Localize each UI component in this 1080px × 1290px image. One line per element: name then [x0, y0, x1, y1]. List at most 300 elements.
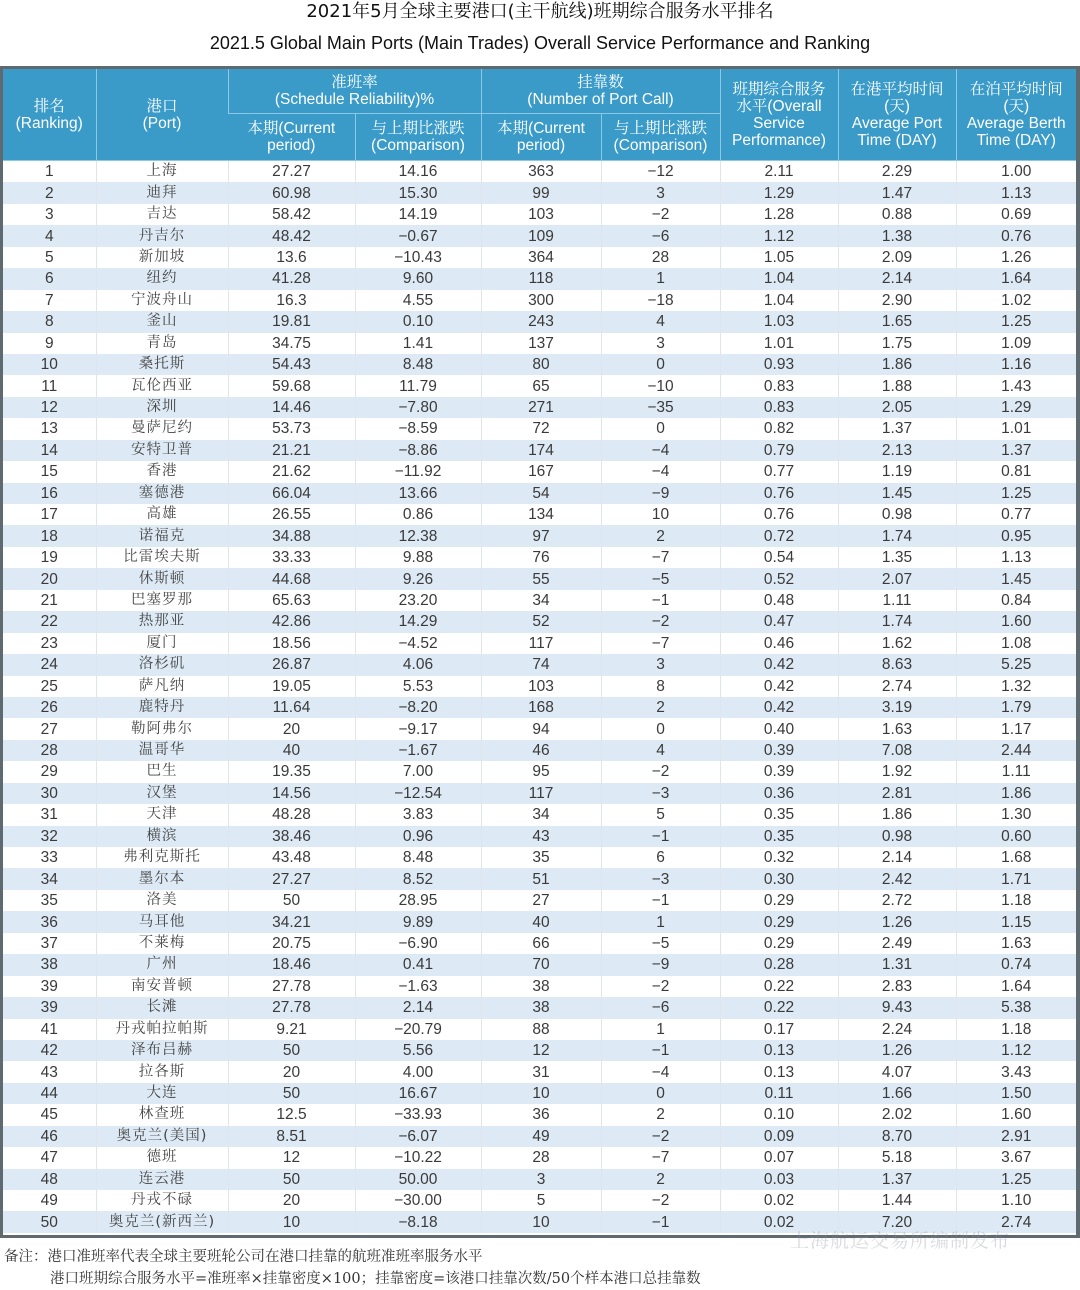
cell-port: 上海 [96, 161, 228, 183]
header-pc-comparison-en: (Comparison) [613, 137, 708, 154]
cell-schedule-reliability: 50 [228, 1169, 355, 1190]
cell-port: 南安普顿 [96, 976, 228, 997]
cell-rank: 28 [3, 740, 96, 761]
cell-avg-berth-time: 1.71 [956, 868, 1076, 889]
cell-avg-port-time: 1.31 [838, 954, 956, 975]
cell-rank: 27 [3, 718, 96, 739]
cell-sr-comparison: −8.59 [355, 418, 481, 439]
header-abt-line4: Time (DAY) [976, 131, 1056, 149]
cell-avg-berth-time: 1.32 [956, 676, 1076, 697]
cell-avg-berth-time: 1.30 [956, 804, 1076, 825]
cell-overall-service: 0.36 [720, 783, 838, 804]
cell-sr-comparison: 13.66 [355, 483, 481, 504]
cell-port-calls: 300 [481, 290, 601, 311]
cell-avg-berth-time: 1.60 [956, 611, 1076, 632]
cell-avg-port-time: 2.14 [838, 847, 956, 868]
cell-overall-service: 1.12 [720, 225, 838, 246]
header-abt-line3: Average Berth [966, 114, 1066, 132]
cell-port: 高雄 [96, 504, 228, 525]
table-row [3, 375, 1076, 396]
cell-rank: 4 [3, 225, 96, 246]
cell-schedule-reliability: 38.46 [228, 826, 355, 847]
cell-overall-service: 0.83 [720, 397, 838, 418]
cell-port-calls: 117 [481, 783, 601, 804]
cell-overall-service: 0.52 [720, 568, 838, 589]
cell-overall-service: 2.11 [720, 161, 838, 183]
cell-calls-comparison: 0 [601, 1083, 720, 1104]
cell-sr-comparison: 50.00 [355, 1169, 481, 1190]
cell-schedule-reliability: 20 [228, 1061, 355, 1082]
cell-overall-service: 0.13 [720, 1040, 838, 1061]
cell-avg-port-time: 1.37 [838, 418, 956, 439]
cell-calls-comparison: −10 [601, 375, 720, 396]
cell-rank: 46 [3, 1126, 96, 1147]
cell-avg-port-time: 2.42 [838, 868, 956, 889]
cell-avg-port-time: 0.88 [838, 204, 956, 225]
table-row [3, 1083, 1076, 1104]
cell-sr-comparison: 11.79 [355, 375, 481, 396]
cell-calls-comparison: −4 [601, 1061, 720, 1082]
cell-avg-port-time: 3.19 [838, 697, 956, 718]
table-row [3, 804, 1076, 825]
cell-sr-comparison: 8.48 [355, 354, 481, 375]
cell-port-calls: 364 [481, 247, 601, 268]
header-apt-line2: (天) [884, 97, 910, 115]
cell-schedule-reliability: 27.27 [228, 161, 355, 183]
cell-schedule-reliability: 14.46 [228, 397, 355, 418]
cell-port-calls: 54 [481, 483, 601, 504]
header-pc-current [481, 114, 601, 161]
cell-schedule-reliability: 34.21 [228, 911, 355, 932]
cell-rank: 37 [3, 933, 96, 954]
cell-calls-comparison: −3 [601, 783, 720, 804]
cell-rank: 35 [3, 890, 96, 911]
table-row [3, 418, 1076, 439]
cell-avg-port-time: 2.29 [838, 161, 956, 183]
cell-port-calls: 38 [481, 976, 601, 997]
cell-sr-comparison: 9.89 [355, 911, 481, 932]
cell-avg-port-time: 2.83 [838, 976, 956, 997]
cell-rank: 30 [3, 783, 96, 804]
table-row [3, 1061, 1076, 1082]
cell-port-calls: 97 [481, 525, 601, 546]
cell-port: 横滨 [96, 826, 228, 847]
table-row [3, 611, 1076, 632]
cell-rank: 8 [3, 311, 96, 332]
cell-schedule-reliability: 19.81 [228, 311, 355, 332]
cell-rank: 48 [3, 1169, 96, 1190]
table-row [3, 461, 1076, 482]
cell-overall-service: 1.03 [720, 311, 838, 332]
cell-overall-service: 0.47 [720, 611, 838, 632]
cell-avg-berth-time: 0.77 [956, 504, 1076, 525]
cell-schedule-reliability: 21.21 [228, 440, 355, 461]
cell-overall-service: 0.39 [720, 761, 838, 782]
cell-calls-comparison: −4 [601, 461, 720, 482]
cell-port-calls: 88 [481, 1019, 601, 1040]
cell-avg-berth-time: 3.67 [956, 1147, 1076, 1168]
cell-sr-comparison: 15.30 [355, 182, 481, 203]
table-row [3, 204, 1076, 225]
cell-calls-comparison: −3 [601, 868, 720, 889]
cell-schedule-reliability: 60.98 [228, 182, 355, 203]
cell-calls-comparison: −1 [601, 1040, 720, 1061]
cell-avg-berth-time: 1.15 [956, 911, 1076, 932]
cell-overall-service: 1.29 [720, 182, 838, 203]
cell-avg-berth-time: 1.18 [956, 890, 1076, 911]
cell-avg-port-time: 1.88 [838, 375, 956, 396]
cell-avg-port-time: 2.14 [838, 268, 956, 289]
cell-port: 釜山 [96, 311, 228, 332]
cell-calls-comparison: −1 [601, 826, 720, 847]
header-ranking-en: (Ranking) [15, 114, 83, 132]
table-row [3, 740, 1076, 761]
cell-schedule-reliability: 21.62 [228, 461, 355, 482]
cell-sr-comparison: 14.29 [355, 611, 481, 632]
table-row [3, 354, 1076, 375]
cell-avg-port-time: 1.74 [838, 525, 956, 546]
header-sr-comparison-en: (Comparison) [371, 137, 465, 154]
cell-avg-port-time: 2.74 [838, 676, 956, 697]
cell-port: 连云港 [96, 1169, 228, 1190]
cell-avg-port-time: 2.90 [838, 290, 956, 311]
cell-port: 天津 [96, 804, 228, 825]
cell-schedule-reliability: 26.87 [228, 654, 355, 675]
header-avg-port-time [838, 69, 956, 161]
cell-port: 长滩 [96, 997, 228, 1018]
header-osp-line4: Performance) [732, 131, 826, 149]
cell-overall-service: 0.13 [720, 1061, 838, 1082]
cell-sr-comparison: 4.55 [355, 290, 481, 311]
cell-schedule-reliability: 27.78 [228, 976, 355, 997]
cell-avg-port-time: 2.49 [838, 933, 956, 954]
cell-avg-port-time: 9.43 [838, 997, 956, 1018]
cell-overall-service: 0.03 [720, 1169, 838, 1190]
cell-avg-berth-time: 0.95 [956, 525, 1076, 546]
cell-port: 巴塞罗那 [96, 590, 228, 611]
cell-port: 马耳他 [96, 911, 228, 932]
cell-rank: 38 [3, 954, 96, 975]
cell-rank: 41 [3, 1019, 96, 1040]
cell-avg-port-time: 1.86 [838, 354, 956, 375]
header-apt-line1: 在港平均时间 [850, 80, 944, 98]
cell-calls-comparison: 10 [601, 504, 720, 525]
header-sr-cn: 准班率 [331, 74, 378, 91]
cell-port-calls: 243 [481, 311, 601, 332]
table-row [3, 247, 1076, 268]
cell-sr-comparison: −6.07 [355, 1126, 481, 1147]
header-port [96, 69, 228, 161]
cell-sr-comparison: 28.95 [355, 890, 481, 911]
cell-sr-comparison: −6.90 [355, 933, 481, 954]
cell-sr-comparison: −11.92 [355, 461, 481, 482]
cell-port: 诺福克 [96, 525, 228, 546]
cell-avg-berth-time: 1.09 [956, 333, 1076, 354]
cell-sr-comparison: −8.18 [355, 1211, 481, 1232]
cell-calls-comparison: 2 [601, 697, 720, 718]
cell-schedule-reliability: 8.51 [228, 1126, 355, 1147]
cell-port: 广州 [96, 954, 228, 975]
cell-rank: 20 [3, 568, 96, 589]
cell-port: 青岛 [96, 333, 228, 354]
cell-rank: 49 [3, 1190, 96, 1211]
cell-schedule-reliability: 65.63 [228, 590, 355, 611]
cell-rank: 31 [3, 804, 96, 825]
cell-port: 鹿特丹 [96, 697, 228, 718]
cell-sr-comparison: −7.80 [355, 397, 481, 418]
cell-rank: 10 [3, 354, 96, 375]
cell-rank: 32 [3, 826, 96, 847]
cell-schedule-reliability: 13.6 [228, 247, 355, 268]
cell-sr-comparison: 1.41 [355, 333, 481, 354]
cell-avg-berth-time: 1.29 [956, 397, 1076, 418]
ranking-table-container [0, 66, 1080, 1238]
note-line-2: 港口班期综合服务水平=准班率×挂靠密度×100；挂靠密度=该港口挂靠次数/50个样本港口总挂靠数 [50, 1271, 701, 1287]
cell-sr-comparison: 4.00 [355, 1061, 481, 1082]
cell-sr-comparison: −10.22 [355, 1147, 481, 1168]
cell-sr-comparison: −1.67 [355, 740, 481, 761]
cell-port-calls: 167 [481, 461, 601, 482]
cell-avg-port-time: 1.26 [838, 911, 956, 932]
cell-sr-comparison: −8.20 [355, 697, 481, 718]
cell-calls-comparison: 2 [601, 525, 720, 546]
cell-sr-comparison: 7.00 [355, 761, 481, 782]
cell-port: 厦门 [96, 633, 228, 654]
cell-port: 汉堡 [96, 783, 228, 804]
cell-port-calls: 66 [481, 933, 601, 954]
cell-schedule-reliability: 53.73 [228, 418, 355, 439]
cell-avg-berth-time: 1.10 [956, 1190, 1076, 1211]
cell-rank: 19 [3, 547, 96, 568]
cell-overall-service: 0.42 [720, 697, 838, 718]
cell-avg-berth-time: 3.43 [956, 1061, 1076, 1082]
cell-sr-comparison: 14.19 [355, 204, 481, 225]
cell-rank: 6 [3, 268, 96, 289]
header-ranking-cn: 排名 [33, 97, 65, 115]
cell-overall-service: 0.10 [720, 1104, 838, 1125]
cell-avg-port-time: 1.74 [838, 611, 956, 632]
cell-schedule-reliability: 54.43 [228, 354, 355, 375]
cell-port: 弗利克斯托 [96, 847, 228, 868]
cell-port: 安特卫普 [96, 440, 228, 461]
cell-avg-port-time: 2.05 [838, 397, 956, 418]
cell-overall-service: 0.28 [720, 954, 838, 975]
cell-overall-service: 0.09 [720, 1126, 838, 1147]
cell-sr-comparison: 8.52 [355, 868, 481, 889]
cell-port: 奥克兰(美国) [96, 1126, 228, 1147]
cell-avg-port-time: 8.63 [838, 654, 956, 675]
cell-port: 大连 [96, 1083, 228, 1104]
cell-rank: 7 [3, 290, 96, 311]
table-row [3, 933, 1076, 954]
cell-calls-comparison: −7 [601, 547, 720, 568]
cell-schedule-reliability: 20.75 [228, 933, 355, 954]
table-row [3, 911, 1076, 932]
cell-port-calls: 70 [481, 954, 601, 975]
cell-overall-service: 0.02 [720, 1190, 838, 1211]
cell-schedule-reliability: 50 [228, 1040, 355, 1061]
cell-avg-port-time: 1.26 [838, 1040, 956, 1061]
header-osp-line1: 班期综合服务 [732, 80, 826, 98]
table-row [3, 654, 1076, 675]
header-port-call [481, 69, 720, 114]
cell-schedule-reliability: 12.5 [228, 1104, 355, 1125]
cell-rank: 45 [3, 1104, 96, 1125]
cell-rank: 5 [3, 247, 96, 268]
table-row [3, 783, 1076, 804]
cell-overall-service: 0.54 [720, 547, 838, 568]
cell-port: 香港 [96, 461, 228, 482]
cell-avg-port-time: 1.44 [838, 1190, 956, 1211]
note-line-1: 备注：港口准班率代表全球主要班轮公司在港口挂靠的航班准班率服务水平 [4, 1249, 483, 1265]
cell-port: 巴生 [96, 761, 228, 782]
table-row [3, 1147, 1076, 1168]
table-row [3, 868, 1076, 889]
table-row [3, 890, 1076, 911]
cell-rank: 33 [3, 847, 96, 868]
cell-overall-service: 0.11 [720, 1083, 838, 1104]
header-apt-line3: Average Port [851, 114, 943, 132]
cell-avg-berth-time: 1.01 [956, 418, 1076, 439]
cell-schedule-reliability: 50 [228, 890, 355, 911]
cell-port-calls: 40 [481, 911, 601, 932]
cell-calls-comparison: −12 [601, 161, 720, 183]
cell-avg-berth-time: 1.13 [956, 182, 1076, 203]
cell-avg-berth-time: 1.08 [956, 633, 1076, 654]
cell-port-calls: 74 [481, 654, 601, 675]
cell-avg-berth-time: 2.74 [956, 1211, 1076, 1232]
cell-rank: 36 [3, 911, 96, 932]
cell-avg-berth-time: 0.74 [956, 954, 1076, 975]
cell-overall-service: 0.46 [720, 633, 838, 654]
cell-sr-comparison: 0.10 [355, 311, 481, 332]
cell-schedule-reliability: 34.88 [228, 525, 355, 546]
cell-port-calls: 12 [481, 1040, 601, 1061]
cell-port-calls: 46 [481, 740, 601, 761]
header-sr-current-en: period) [267, 137, 316, 154]
cell-calls-comparison: 2 [601, 1169, 720, 1190]
cell-avg-berth-time: 0.76 [956, 225, 1076, 246]
cell-avg-port-time: 2.24 [838, 1019, 956, 1040]
cell-rank: 23 [3, 633, 96, 654]
cell-port-calls: 95 [481, 761, 601, 782]
table-body [3, 161, 1076, 1233]
cell-sr-comparison: 0.86 [355, 504, 481, 525]
cell-port-calls: 27 [481, 890, 601, 911]
cell-avg-berth-time: 1.13 [956, 547, 1076, 568]
cell-avg-port-time: 1.62 [838, 633, 956, 654]
table-row [3, 997, 1076, 1018]
cell-rank: 21 [3, 590, 96, 611]
cell-sr-comparison: −8.86 [355, 440, 481, 461]
table-row [3, 311, 1076, 332]
cell-rank: 17 [3, 504, 96, 525]
header-apt-line4: Time (DAY) [857, 131, 937, 149]
cell-sr-comparison: 9.26 [355, 568, 481, 589]
header-overall-service [720, 69, 838, 161]
cell-port: 林查班 [96, 1104, 228, 1125]
cell-port: 丹戎不碌 [96, 1190, 228, 1211]
header-avg-berth-time [956, 69, 1076, 161]
cell-sr-comparison: 5.53 [355, 676, 481, 697]
cell-schedule-reliability: 58.42 [228, 204, 355, 225]
cell-calls-comparison: −4 [601, 440, 720, 461]
table-row [3, 1169, 1076, 1190]
cell-avg-port-time: 1.92 [838, 761, 956, 782]
cell-calls-comparison: 1 [601, 268, 720, 289]
cell-overall-service: 0.29 [720, 890, 838, 911]
cell-port: 纽约 [96, 268, 228, 289]
cell-port-calls: 10 [481, 1083, 601, 1104]
cell-rank: 2 [3, 182, 96, 203]
cell-avg-port-time: 1.11 [838, 590, 956, 611]
cell-sr-comparison: 4.06 [355, 654, 481, 675]
cell-calls-comparison: −7 [601, 633, 720, 654]
cell-avg-berth-time: 1.86 [956, 783, 1076, 804]
cell-overall-service: 0.29 [720, 933, 838, 954]
cell-avg-berth-time: 5.38 [956, 997, 1076, 1018]
cell-rank: 39 [3, 976, 96, 997]
cell-overall-service: 0.35 [720, 804, 838, 825]
header-sr-comparison [355, 114, 481, 161]
cell-avg-port-time: 1.38 [838, 225, 956, 246]
table-row [3, 1190, 1076, 1211]
table-row [3, 290, 1076, 311]
cell-rank: 15 [3, 461, 96, 482]
cell-rank: 43 [3, 1061, 96, 1082]
cell-calls-comparison: 8 [601, 676, 720, 697]
cell-schedule-reliability: 19.05 [228, 676, 355, 697]
cell-sr-comparison: −33.93 [355, 1104, 481, 1125]
cell-overall-service: 0.17 [720, 1019, 838, 1040]
table-row [3, 633, 1076, 654]
table-row [3, 182, 1076, 203]
cell-schedule-reliability: 27.78 [228, 997, 355, 1018]
cell-avg-port-time: 8.70 [838, 1126, 956, 1147]
table-row [3, 1104, 1076, 1125]
cell-port-calls: 35 [481, 847, 601, 868]
cell-avg-berth-time: 1.11 [956, 761, 1076, 782]
cell-avg-berth-time: 1.79 [956, 697, 1076, 718]
cell-sr-comparison: −10.43 [355, 247, 481, 268]
header-pc-en: (Number of Port Call) [527, 91, 674, 108]
cell-calls-comparison: 0 [601, 418, 720, 439]
cell-overall-service: 0.72 [720, 525, 838, 546]
cell-rank: 26 [3, 697, 96, 718]
cell-avg-berth-time: 1.00 [956, 161, 1076, 183]
cell-overall-service: 0.79 [720, 440, 838, 461]
cell-port: 丹吉尔 [96, 225, 228, 246]
cell-overall-service: 0.76 [720, 504, 838, 525]
cell-port-calls: 38 [481, 997, 601, 1018]
cell-sr-comparison: 8.48 [355, 847, 481, 868]
header-ranking [3, 69, 96, 161]
cell-avg-port-time: 0.98 [838, 826, 956, 847]
cell-calls-comparison: −2 [601, 611, 720, 632]
header-sr-current [228, 114, 355, 161]
cell-rank: 18 [3, 525, 96, 546]
table-row [3, 504, 1076, 525]
cell-schedule-reliability: 19.35 [228, 761, 355, 782]
cell-sr-comparison: 5.56 [355, 1040, 481, 1061]
cell-port: 迪拜 [96, 182, 228, 203]
cell-overall-service: 0.83 [720, 375, 838, 396]
cell-port: 洛美 [96, 890, 228, 911]
table-row [3, 525, 1076, 546]
cell-sr-comparison: −12.54 [355, 783, 481, 804]
cell-schedule-reliability: 9.21 [228, 1019, 355, 1040]
header-port-cn: 港口 [146, 97, 178, 115]
